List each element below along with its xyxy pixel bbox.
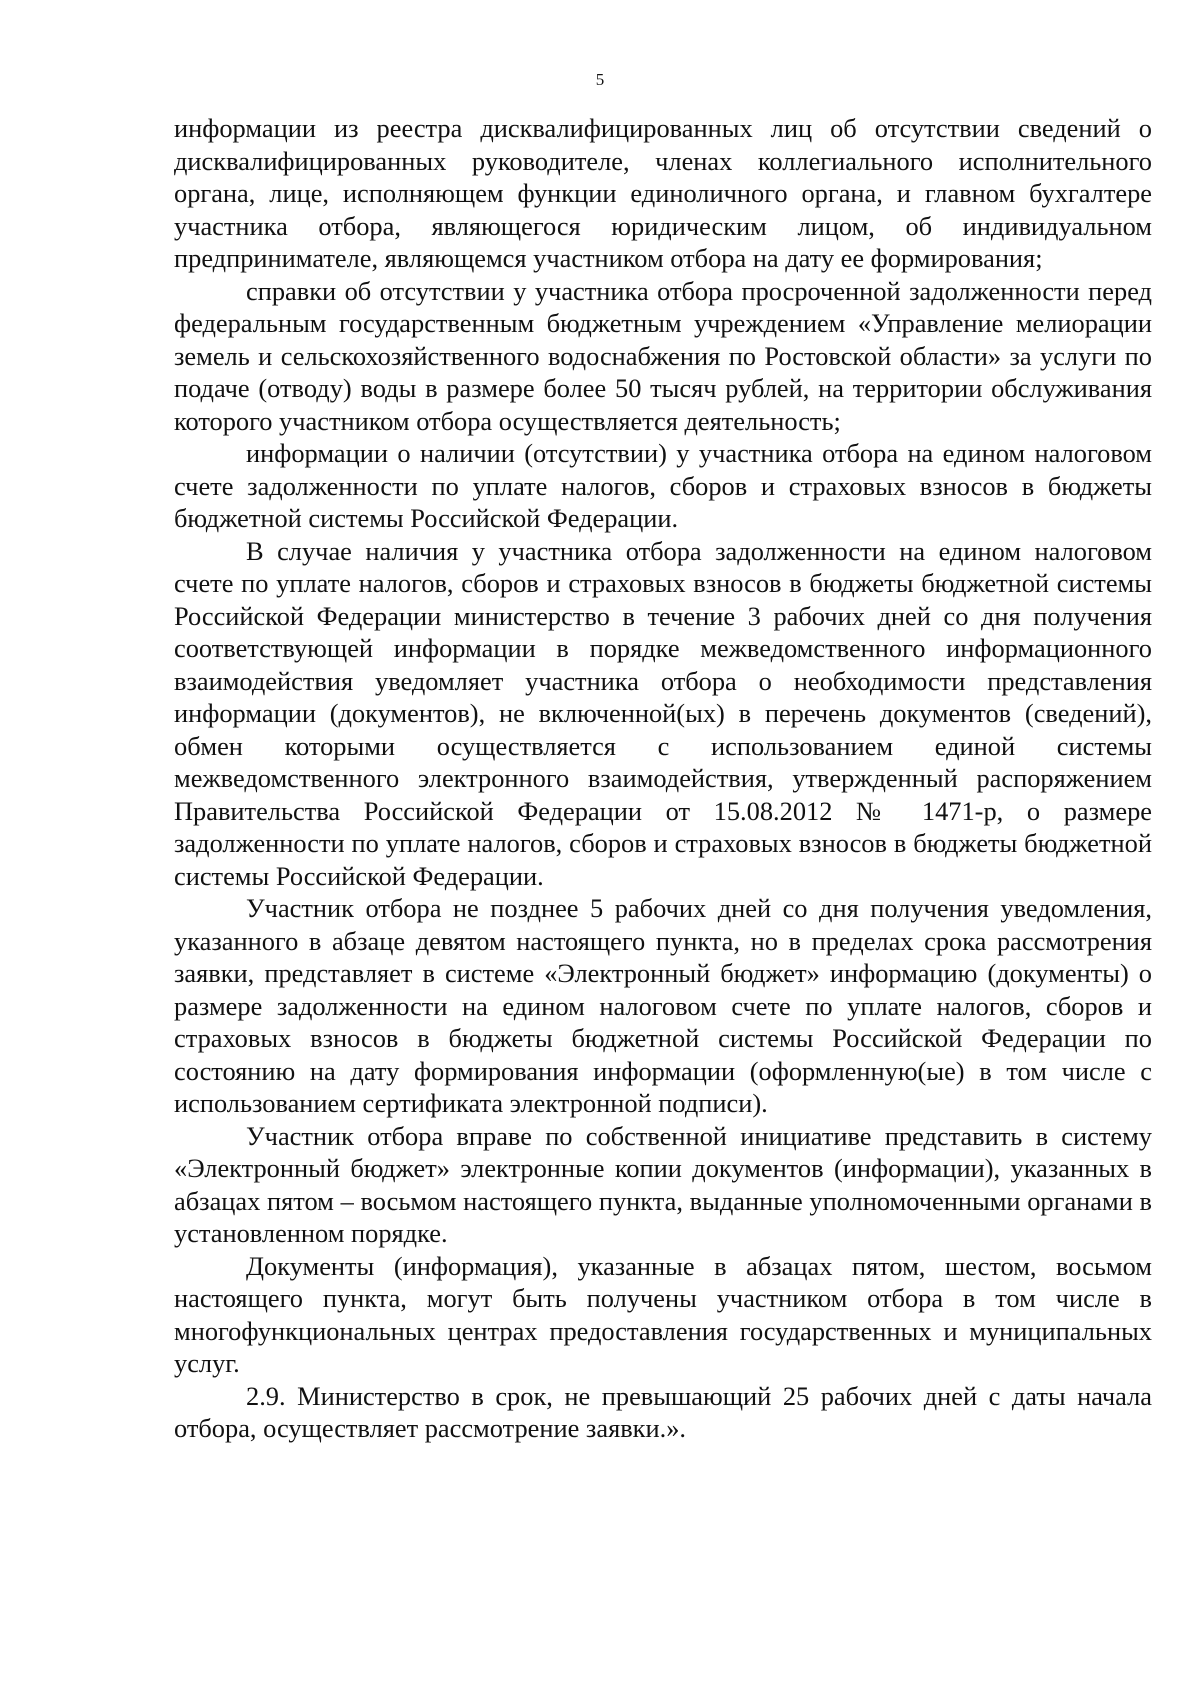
paragraph: Участник отбора не позднее 5 рабочих дней со дня получения уведомления, указанного в абзаце девятом настоящего пункта, но в пределах срока рассмотрения заявки, представляет в системе «Электронный бюджет» информацию (документы) о размере задолженности на едином налоговом счете по уплате налогов, сборов и страховых взносов в бюджеты бюджетной системы Российской Федерации по состоянию на дату формирования информации (оформленную(ые) в том числе с использованием сертификата электронной подписи). (174, 893, 1152, 1118)
paragraph: информации из реестра дисквалифицированных лиц об отсутствии сведений о дисквалифицированных руководителе, членах коллегиального исполнительного органа, лице, исполняющем функции единоличного органа, и главном бухгалтере участника отбора, являющегося юридическим лицом, об индивидуальном предпринимателе, являющемся участником отбора на дату ее формирования; (174, 113, 1152, 273)
paragraph: 2.9. Министерство в срок, не превышающий 25 рабочих дней с даты начала отбора, осуществляет рассмотрение заявки.». (174, 1380, 1152, 1443)
paragraph: В случае наличия у участника отбора задолженности на едином налоговом счете по уплате налогов, сборов и страховых взносов в бюджеты бюджетной системы Российской Федерации министерство в течение 3 рабочих дней со дня получения соответствующей информации в порядке межведомственного информационного взаимодействия уведомляет участника отбора о необходимости представления информации (документов), не включенной(ых) в перечень документов (сведений), обмен которыми осуществляется с использованием единой системы межведомственного электронного взаимодействия, утвержденный распоряжением Правительства Российской Федерации от 15.08.2012 № 1471-р, о размере задолженности по уплате налогов, сборов и страховых взносов в бюджеты бюджетной системы Российской Федерации. (174, 535, 1152, 891)
paragraph: информации о наличии (отсутствии) у участника отбора на едином налоговом счете задолженности по уплате налогов, сборов и страховых взносов в бюджеты бюджетной системы Российской Федерации. (174, 438, 1152, 533)
paragraph: справки об отсутствии у участника отбора просроченной задолженности перед федеральным государственным бюджетным учреждением «Управление мелиорации земель и сельскохозяйственного водоснабжения по Ростовской области» за услуги по подаче (отводу) воды в размере более 50 тысяч рублей, на территории обслуживания которого участником отбора осуществляется деятельность; (174, 275, 1152, 436)
paragraph: Участник отбора вправе по собственной инициативе представить в систему «Электронный бюджет» электронные копии документов (информации), указанных в абзацах пятом – восьмом настоящего пункта, выданные уполномоченными органами в установленном порядке. (174, 1120, 1152, 1248)
paragraph: Документы (информация), указанные в абзацах пятом, шестом, восьмом настоящего пункта, могут быть получены участником отбора в том числе в многофункциональных центрах предоставления государственных и муниципальных услуг. (174, 1250, 1152, 1378)
page-number: 5 (595, 70, 605, 89)
document-body (174, 112, 1152, 1445)
